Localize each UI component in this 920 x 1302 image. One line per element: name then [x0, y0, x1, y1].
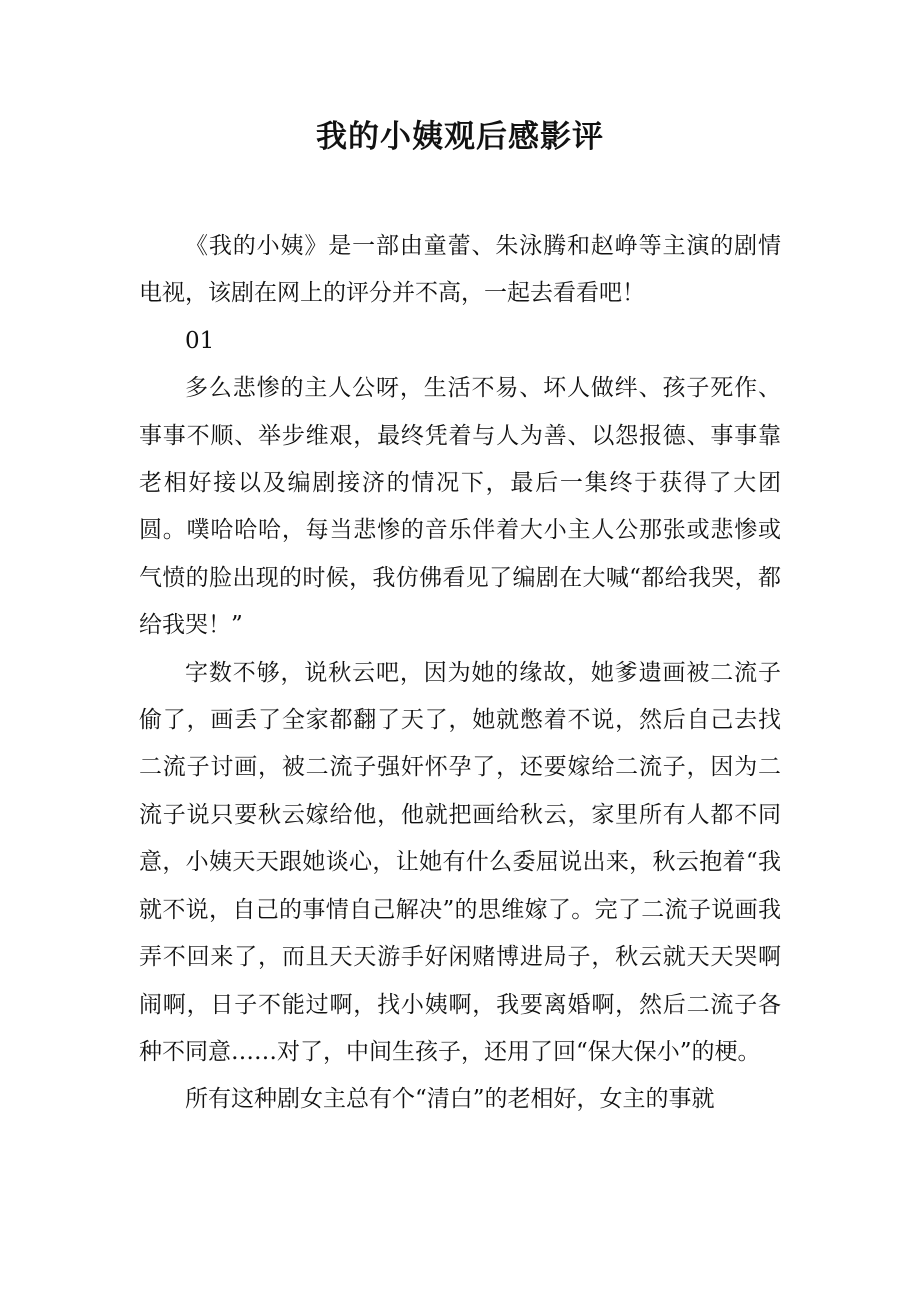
paragraph-qiuyun: 字数不够，说秋云吧，因为她的缘故，她爹遗画被二流子偷了，画丢了全家都翻了天了，她就憋着不说，然后自己去找二流子讨画，被二流子强奸怀孕了，还要嫁给二流子，因为二流子说只要秋云嫁给他，他就把画给秋云，家里所有人都不同意，小姨天天跟她谈心，让她有什么委屈说出来，秋云抱着“我就不说，自己的事情自己解决”的思维嫁了。完了二流子说画我弄不回来了，而且天天游手好闲赌博进局子，秋云就天天哭啊闹啊，日子不能过啊，找小姨啊，我要离婚啊，然后二流子各种不同意……对了，中间生孩子，还用了回“保大保小”的梗。 [139, 659, 781, 1065]
paragraph-old-flame: 所有这种剧女主总有个“清白”的老相好，女主的事就 [185, 1086, 715, 1113]
document-body [139, 223, 781, 1124]
paragraph-intro: 《我的小姨》是一部由童蕾、朱泳腾和赵峥等主演的剧情电视，该剧在网上的评分并不高，一起去看看吧！ [139, 233, 781, 307]
document-title: 我的小姨观后感影评 [316, 119, 604, 155]
paragraph-protagonist: 多么悲惨的主人公呀，生活不易、坏人做绊、孩子死作、事事不顺、举步维艰，最终凭着与人为善、以怨报德、事事靠老相好接以及编剧接济的情况下，最后一集终于获得了大团圆。噗哈哈哈，每当悲惨的音乐伴着大小主人公那张或悲惨或气愤的脸出现的时候，我仿佛看见了编剧在大喊“都给我哭，都给我哭！” [139, 375, 781, 639]
section-number: 01 [185, 327, 215, 354]
